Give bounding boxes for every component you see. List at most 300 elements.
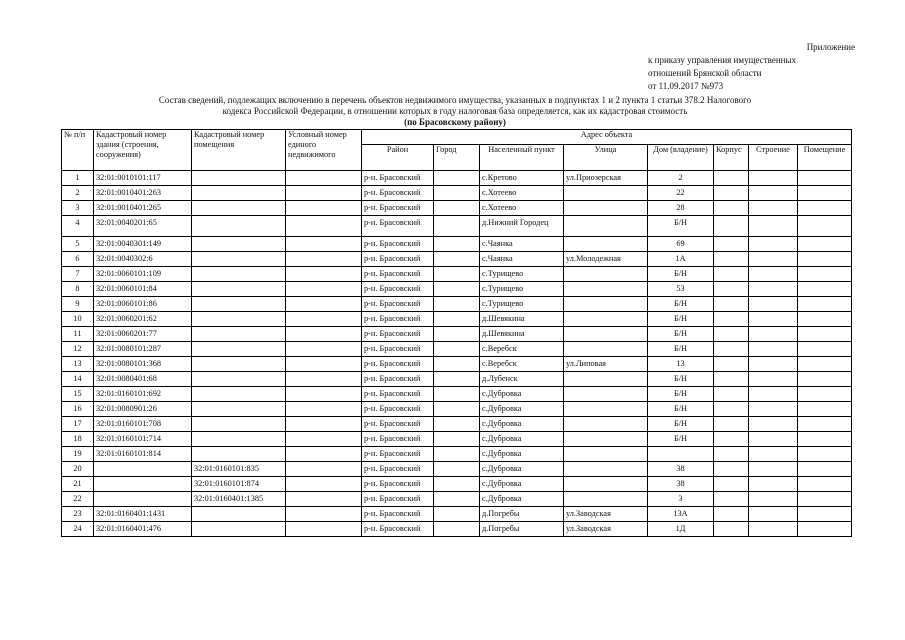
header-korpus: Корпус [714, 145, 749, 171]
document-heading [60, 95, 850, 128]
table-row [62, 372, 852, 387]
locality-cell: д.Шевякина [480, 312, 564, 327]
house-cell: Б/Н [648, 267, 714, 282]
street-cell: ул.Липовая [564, 357, 648, 372]
row-number: 7 [62, 267, 94, 282]
korpus-cell [714, 312, 749, 327]
table-row [62, 312, 852, 327]
heading-line-2: кодекса Российской Федерации, в отношении которых в году налоговая база определяется, как их кадастровая стоимость [222, 106, 688, 116]
conditional-number-cell [286, 312, 362, 327]
conditional-number-cell [286, 186, 362, 201]
locality-cell: с.Веребск [480, 357, 564, 372]
house-cell: Б/Н [648, 432, 714, 447]
building-cadastral-cell: 32:01:0160101:814 [94, 447, 192, 462]
street-cell: ул.Заводская [564, 507, 648, 522]
header-conditional-number: Условный номер единого недвижимого [286, 130, 362, 171]
premises-cadastral-cell [192, 201, 286, 216]
house-cell: Б/Н [648, 372, 714, 387]
korpus-cell [714, 447, 749, 462]
room-cell [798, 342, 852, 357]
premises-cadastral-cell [192, 432, 286, 447]
city-cell [434, 216, 480, 237]
building-cadastral-cell [94, 462, 192, 477]
building-cadastral-cell: 32:01:0080901:26 [94, 402, 192, 417]
city-cell [434, 297, 480, 312]
structure-cell [749, 507, 798, 522]
korpus-cell [714, 507, 749, 522]
room-cell [798, 492, 852, 507]
building-cadastral-cell: 32:01:0010401:265 [94, 201, 192, 216]
conditional-number-cell [286, 357, 362, 372]
table-body [62, 171, 852, 537]
conditional-number-cell [286, 342, 362, 357]
locality-cell: д.Погребы [480, 507, 564, 522]
city-cell [434, 477, 480, 492]
korpus-cell [714, 522, 749, 537]
locality-cell: с.Хотеево [480, 186, 564, 201]
city-cell [434, 171, 480, 186]
house-cell: Б/Н [648, 402, 714, 417]
table-row [62, 327, 852, 342]
premises-cadastral-cell [192, 402, 286, 417]
building-cadastral-cell: 32:01:0010401:263 [94, 186, 192, 201]
room-cell [798, 327, 852, 342]
korpus-cell [714, 186, 749, 201]
locality-cell: с.Дубровка [480, 492, 564, 507]
table-row [62, 477, 852, 492]
row-number: 14 [62, 372, 94, 387]
street-cell [564, 477, 648, 492]
structure-cell [749, 522, 798, 537]
korpus-cell [714, 252, 749, 267]
heading-district: (по Брасовскому району) [404, 117, 506, 127]
street-cell [564, 282, 648, 297]
header-house: Дом (владение) [648, 145, 714, 171]
structure-cell [749, 216, 798, 237]
street-cell [564, 327, 648, 342]
city-cell [434, 372, 480, 387]
table-row [62, 432, 852, 447]
korpus-cell [714, 327, 749, 342]
premises-cadastral-cell [192, 267, 286, 282]
district-cell: р-н. Брасовский [362, 387, 434, 402]
table-row [62, 282, 852, 297]
row-number: 11 [62, 327, 94, 342]
premises-cadastral-cell [192, 417, 286, 432]
table-row [62, 402, 852, 417]
structure-cell [749, 477, 798, 492]
room-cell [798, 387, 852, 402]
property-table [61, 129, 852, 537]
conditional-number-cell [286, 171, 362, 186]
row-number: 4 [62, 216, 94, 237]
city-cell [434, 387, 480, 402]
korpus-cell [714, 372, 749, 387]
korpus-cell [714, 201, 749, 216]
city-cell [434, 267, 480, 282]
table-row [62, 237, 852, 252]
table-row [62, 417, 852, 432]
conditional-number-cell [286, 372, 362, 387]
city-cell [434, 432, 480, 447]
premises-cadastral-cell [192, 297, 286, 312]
locality-cell: с.Турищево [480, 297, 564, 312]
room-cell [798, 372, 852, 387]
appendix-title: Приложение [806, 42, 855, 52]
room-cell [798, 201, 852, 216]
korpus-cell [714, 492, 749, 507]
room-cell [798, 432, 852, 447]
district-cell: р-н. Брасовский [362, 216, 434, 237]
table-row [62, 507, 852, 522]
room-cell [798, 216, 852, 237]
street-cell: ул.Молодежная [564, 252, 648, 267]
district-cell: р-н. Брасовский [362, 372, 434, 387]
locality-cell: с.Турищево [480, 267, 564, 282]
premises-cadastral-cell [192, 507, 286, 522]
house-cell: 1Д [648, 522, 714, 537]
korpus-cell [714, 477, 749, 492]
appendix-department-line: отношений Брянской области [648, 68, 762, 78]
conditional-number-cell [286, 297, 362, 312]
conditional-number-cell [286, 447, 362, 462]
premises-cadastral-cell: 32:01:0160101:835 [192, 462, 286, 477]
header-room: Помещение [798, 145, 852, 171]
premises-cadastral-cell: 32:01:0160401:1385 [192, 492, 286, 507]
city-cell [434, 507, 480, 522]
house-cell: 28 [648, 201, 714, 216]
city-cell [434, 417, 480, 432]
row-number: 10 [62, 312, 94, 327]
table-row [62, 342, 852, 357]
premises-cadastral-cell [192, 372, 286, 387]
house-cell: 53 [648, 282, 714, 297]
street-cell [564, 492, 648, 507]
house-cell: 13А [648, 507, 714, 522]
building-cadastral-cell: 32:01:0060101:84 [94, 282, 192, 297]
house-cell: 13 [648, 357, 714, 372]
korpus-cell [714, 171, 749, 186]
table-row [62, 171, 852, 186]
korpus-cell [714, 417, 749, 432]
district-cell: р-н. Брасовский [362, 417, 434, 432]
header-structure: Строение [749, 145, 798, 171]
row-number: 9 [62, 297, 94, 312]
row-number: 15 [62, 387, 94, 402]
house-cell: 1А [648, 252, 714, 267]
row-number: 13 [62, 357, 94, 372]
street-cell [564, 312, 648, 327]
building-cadastral-cell: 32:01:0080401:68 [94, 372, 192, 387]
building-cadastral-cell: 32:01:0010101:117 [94, 171, 192, 186]
city-cell [434, 357, 480, 372]
locality-cell: с.Дубровка [480, 417, 564, 432]
premises-cadastral-cell [192, 282, 286, 297]
structure-cell [749, 201, 798, 216]
street-cell [564, 387, 648, 402]
conditional-number-cell [286, 417, 362, 432]
structure-cell [749, 327, 798, 342]
locality-cell: с.Дубровка [480, 447, 564, 462]
header-city: Город [434, 145, 480, 171]
city-cell [434, 312, 480, 327]
structure-cell [749, 372, 798, 387]
row-number: 6 [62, 252, 94, 267]
row-number: 24 [62, 522, 94, 537]
locality-cell: с.Дубровка [480, 402, 564, 417]
district-cell: р-н. Брасовский [362, 432, 434, 447]
building-cadastral-cell [94, 477, 192, 492]
table-row [62, 201, 852, 216]
district-cell: р-н. Брасовский [362, 492, 434, 507]
korpus-cell [714, 297, 749, 312]
district-cell: р-н. Брасовский [362, 507, 434, 522]
district-cell: р-н. Брасовский [362, 357, 434, 372]
building-cadastral-cell: 32:01:0060101:86 [94, 297, 192, 312]
conditional-number-cell [286, 492, 362, 507]
house-cell: Б/Н [648, 297, 714, 312]
conditional-number-cell [286, 216, 362, 237]
room-cell [798, 171, 852, 186]
korpus-cell [714, 282, 749, 297]
row-number: 3 [62, 201, 94, 216]
header-building-cadastral: Кадастровый номер здания (строения, сооружения) [94, 130, 192, 171]
structure-cell [749, 282, 798, 297]
city-cell [434, 201, 480, 216]
row-number: 2 [62, 186, 94, 201]
district-cell: р-н. Брасовский [362, 477, 434, 492]
district-cell: р-н. Брасовский [362, 342, 434, 357]
conditional-number-cell [286, 201, 362, 216]
house-cell: Б/Н [648, 327, 714, 342]
district-cell: р-н. Брасовский [362, 252, 434, 267]
street-cell [564, 201, 648, 216]
street-cell [564, 267, 648, 282]
building-cadastral-cell: 32:01:0040201:65 [94, 216, 192, 237]
conditional-number-cell [286, 477, 362, 492]
room-cell [798, 522, 852, 537]
building-cadastral-cell: 32:01:0060101:109 [94, 267, 192, 282]
structure-cell [749, 171, 798, 186]
korpus-cell [714, 216, 749, 237]
korpus-cell [714, 267, 749, 282]
row-number: 23 [62, 507, 94, 522]
row-number: 17 [62, 417, 94, 432]
table-row [62, 462, 852, 477]
table-row [62, 252, 852, 267]
building-cadastral-cell: 32:01:0160101:692 [94, 387, 192, 402]
district-cell: р-н. Брасовский [362, 267, 434, 282]
building-cadastral-cell: 32:01:0080101:368 [94, 357, 192, 372]
header-address: Адрес объекта [362, 130, 852, 145]
structure-cell [749, 447, 798, 462]
district-cell: р-н. Брасовский [362, 462, 434, 477]
city-cell [434, 492, 480, 507]
table-row [62, 387, 852, 402]
row-number: 1 [62, 171, 94, 186]
district-cell: р-н. Брасовский [362, 447, 434, 462]
district-cell: р-н. Брасовский [362, 522, 434, 537]
locality-cell: с.Турищево [480, 282, 564, 297]
house-cell: 69 [648, 237, 714, 252]
house-cell: Б/Н [648, 417, 714, 432]
house-cell: Б/Н [648, 342, 714, 357]
room-cell [798, 357, 852, 372]
korpus-cell [714, 402, 749, 417]
street-cell [564, 462, 648, 477]
structure-cell [749, 186, 798, 201]
table-row [62, 267, 852, 282]
room-cell [798, 417, 852, 432]
header-street: Улица [564, 145, 648, 171]
structure-cell [749, 342, 798, 357]
premises-cadastral-cell: 32:01:0160101:874 [192, 477, 286, 492]
house-cell: 22 [648, 186, 714, 201]
conditional-number-cell [286, 267, 362, 282]
street-cell: ул.Заводская [564, 522, 648, 537]
city-cell [434, 447, 480, 462]
locality-cell: д.Нижний Городец [480, 216, 564, 237]
street-cell [564, 417, 648, 432]
header-locality: Населенный пункт [480, 145, 564, 171]
locality-cell: с.Дубровка [480, 432, 564, 447]
room-cell [798, 507, 852, 522]
conditional-number-cell [286, 507, 362, 522]
street-cell [564, 297, 648, 312]
premises-cadastral-cell [192, 171, 286, 186]
table-row [62, 297, 852, 312]
structure-cell [749, 462, 798, 477]
building-cadastral-cell: 32:01:0160101:708 [94, 417, 192, 432]
room-cell [798, 186, 852, 201]
city-cell [434, 342, 480, 357]
room-cell [798, 447, 852, 462]
row-number: 20 [62, 462, 94, 477]
street-cell [564, 402, 648, 417]
room-cell [798, 402, 852, 417]
house-cell: Б/Н [648, 387, 714, 402]
room-cell [798, 237, 852, 252]
structure-cell [749, 237, 798, 252]
locality-cell: д.Лубенск [480, 372, 564, 387]
table-row [62, 186, 852, 201]
structure-cell [749, 357, 798, 372]
header-district: Район [362, 145, 434, 171]
locality-cell: с.Дубровка [480, 477, 564, 492]
street-cell [564, 237, 648, 252]
city-cell [434, 186, 480, 201]
korpus-cell [714, 432, 749, 447]
building-cadastral-cell: 32:01:0160401:476 [94, 522, 192, 537]
city-cell [434, 237, 480, 252]
district-cell: р-н. Брасовский [362, 237, 434, 252]
korpus-cell [714, 357, 749, 372]
building-cadastral-cell: 32:01:0080101:287 [94, 342, 192, 357]
district-cell: р-н. Брасовский [362, 171, 434, 186]
building-cadastral-cell: 32:01:0060201:62 [94, 312, 192, 327]
appendix-block [648, 41, 855, 93]
premises-cadastral-cell [192, 357, 286, 372]
header-premises-cadastral: Кадастровый номер помещения [192, 130, 286, 171]
row-number: 12 [62, 342, 94, 357]
locality-cell: с.Дубровка [480, 387, 564, 402]
district-cell: р-н. Брасовский [362, 186, 434, 201]
locality-cell: с.Хотеево [480, 201, 564, 216]
table-row [62, 357, 852, 372]
city-cell [434, 462, 480, 477]
locality-cell: с.Чаянка [480, 237, 564, 252]
korpus-cell [714, 342, 749, 357]
structure-cell [749, 267, 798, 282]
appendix-date-line: от 11.09.2017 №973 [648, 81, 724, 91]
street-cell [564, 342, 648, 357]
locality-cell: с.Кретово [480, 171, 564, 186]
appendix-order-line: к приказу управления имущественных [648, 55, 797, 65]
table-row [62, 492, 852, 507]
row-number: 8 [62, 282, 94, 297]
building-cadastral-cell: 32:01:0160101:714 [94, 432, 192, 447]
premises-cadastral-cell [192, 327, 286, 342]
row-number: 21 [62, 477, 94, 492]
house-cell: Б/Н [648, 216, 714, 237]
house-cell [648, 447, 714, 462]
korpus-cell [714, 237, 749, 252]
korpus-cell [714, 462, 749, 477]
building-cadastral-cell: 32:01:0060201:77 [94, 327, 192, 342]
row-number: 19 [62, 447, 94, 462]
room-cell [798, 297, 852, 312]
district-cell: р-н. Брасовский [362, 327, 434, 342]
structure-cell [749, 387, 798, 402]
conditional-number-cell [286, 402, 362, 417]
conditional-number-cell [286, 432, 362, 447]
conditional-number-cell [286, 327, 362, 342]
city-cell [434, 252, 480, 267]
building-cadastral-cell: 32:01:0040302:6 [94, 252, 192, 267]
house-cell: 2 [648, 171, 714, 186]
city-cell [434, 402, 480, 417]
premises-cadastral-cell [192, 237, 286, 252]
house-cell: 38 [648, 477, 714, 492]
locality-cell: д.Шевякина [480, 327, 564, 342]
room-cell [798, 267, 852, 282]
street-cell [564, 186, 648, 201]
locality-cell: с.Дубровка [480, 462, 564, 477]
district-cell: р-н. Брасовский [362, 297, 434, 312]
house-cell: 38 [648, 462, 714, 477]
locality-cell: д.Погребы [480, 522, 564, 537]
premises-cadastral-cell [192, 312, 286, 327]
district-cell: р-н. Брасовский [362, 402, 434, 417]
city-cell [434, 522, 480, 537]
premises-cadastral-cell [192, 186, 286, 201]
row-number: 18 [62, 432, 94, 447]
table-row [62, 216, 852, 237]
room-cell [798, 462, 852, 477]
row-number: 5 [62, 237, 94, 252]
district-cell: р-н. Брасовский [362, 282, 434, 297]
street-cell [564, 432, 648, 447]
structure-cell [749, 312, 798, 327]
structure-cell [749, 252, 798, 267]
room-cell [798, 312, 852, 327]
building-cadastral-cell: 32:01:0040301:149 [94, 237, 192, 252]
conditional-number-cell [286, 252, 362, 267]
conditional-number-cell [286, 387, 362, 402]
conditional-number-cell [286, 237, 362, 252]
street-cell [564, 447, 648, 462]
city-cell [434, 327, 480, 342]
